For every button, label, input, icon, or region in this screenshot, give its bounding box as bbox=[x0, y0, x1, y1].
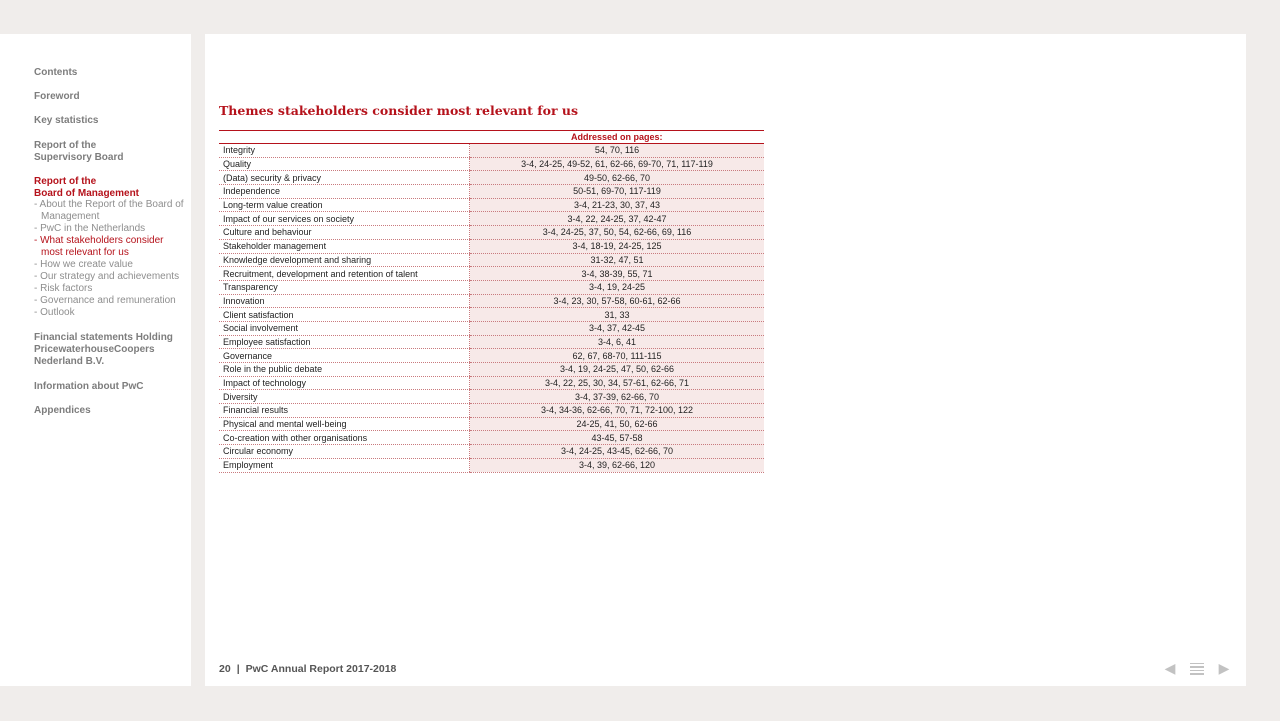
subnav-stakeholders-relevant[interactable]: - What stakeholders consider most relevant for us bbox=[34, 235, 164, 258]
table-row bbox=[219, 404, 764, 418]
subnav-outlook[interactable]: - Outlook bbox=[34, 307, 75, 318]
nav-report-board-of-management[interactable] bbox=[34, 176, 184, 200]
triangle-left-icon[interactable]: ◀ bbox=[1164, 660, 1176, 676]
theme-cell: Diversity bbox=[219, 390, 470, 404]
subnav-how-we-create-value[interactable]: - How we create value bbox=[34, 259, 133, 270]
nav-key-statistics[interactable]: Key statistics bbox=[34, 115, 99, 126]
table-row bbox=[219, 198, 764, 212]
theme-cell: Role in the public debate bbox=[219, 363, 470, 377]
table-row bbox=[219, 294, 764, 308]
nav-financial-line2: PricewaterhouseCoopers bbox=[34, 344, 155, 355]
themes-table-body bbox=[219, 144, 764, 473]
nav-management-line1: Report of the bbox=[34, 176, 97, 187]
footer-separator: | bbox=[236, 663, 240, 675]
theme-cell: Impact of technology bbox=[219, 376, 470, 390]
table-row bbox=[219, 445, 764, 459]
themes-table bbox=[219, 130, 764, 473]
theme-cell: Recruitment, development and retention of talent bbox=[219, 267, 470, 281]
theme-cell: Financial results bbox=[219, 404, 470, 418]
nav-management-line2: Board of Management bbox=[34, 188, 140, 199]
nav-appendices[interactable]: Appendices bbox=[34, 405, 91, 416]
pages-cell: 3-4, 18-19, 24-25, 125 bbox=[470, 239, 765, 253]
nav-contents[interactable]: Contents bbox=[34, 67, 78, 78]
theme-cell: Long-term value creation bbox=[219, 198, 470, 212]
triangle-right-icon[interactable]: ▶ bbox=[1218, 660, 1230, 676]
pages-cell: 31, 33 bbox=[470, 308, 765, 322]
pages-cell: 54, 70, 116 bbox=[470, 144, 765, 158]
table-row bbox=[219, 267, 764, 281]
pages-cell: 24-25, 41, 50, 62-66 bbox=[470, 417, 765, 431]
pages-cell: 62, 67, 68-70, 111-115 bbox=[470, 349, 765, 363]
pages-cell: 49-50, 62-66, 70 bbox=[470, 171, 765, 185]
theme-cell: Innovation bbox=[219, 294, 470, 308]
table-row bbox=[219, 226, 764, 240]
table-row bbox=[219, 363, 764, 377]
subnav-strategy-achievements[interactable]: - Our strategy and achievements bbox=[34, 271, 180, 282]
report-title: PwC Annual Report 2017-2018 bbox=[245, 663, 397, 675]
theme-cell: Circular economy bbox=[219, 445, 470, 459]
pages-cell: 50-51, 69-70, 117-119 bbox=[470, 185, 765, 199]
table-row bbox=[219, 157, 764, 171]
table-row bbox=[219, 144, 764, 158]
pages-cell: 3-4, 19, 24-25, 47, 50, 62-66 bbox=[470, 363, 765, 377]
page-title: Themes stakeholders consider most relevant for us bbox=[219, 103, 579, 118]
pages-cell: 3-4, 37-39, 62-66, 70 bbox=[470, 390, 765, 404]
theme-cell: (Data) security & privacy bbox=[219, 171, 470, 185]
theme-cell: Integrity bbox=[219, 144, 470, 158]
pages-cell: 3-4, 22, 25, 30, 34, 57-61, 62-66, 71 bbox=[470, 376, 765, 390]
theme-cell: Governance bbox=[219, 349, 470, 363]
pages-cell: 3-4, 19, 24-25 bbox=[470, 280, 765, 294]
theme-cell: Client satisfaction bbox=[219, 308, 470, 322]
pages-cell: 3-4, 39, 62-66, 120 bbox=[470, 458, 765, 472]
pages-cell: 3-4, 34-36, 62-66, 70, 71, 72-100, 122 bbox=[470, 404, 765, 418]
pages-cell: 3-4, 23, 30, 57-58, 60-61, 62-66 bbox=[470, 294, 765, 308]
subnav-board-of-management bbox=[34, 199, 184, 319]
table-row bbox=[219, 349, 764, 363]
pages-cell: 3-4, 38-39, 55, 71 bbox=[470, 267, 765, 281]
theme-cell: Impact of our services on society bbox=[219, 212, 470, 226]
table-row bbox=[219, 431, 764, 445]
pages-cell: 3-4, 24-25, 43-45, 62-66, 70 bbox=[470, 445, 765, 459]
table-row bbox=[219, 280, 764, 294]
theme-cell: Transparency bbox=[219, 280, 470, 294]
subnav-governance-remuneration[interactable]: - Governance and remuneration bbox=[34, 295, 176, 306]
nav-financial-statements[interactable] bbox=[34, 332, 184, 368]
table-row bbox=[219, 417, 764, 431]
report-page bbox=[205, 34, 1246, 686]
subnav-risk-factors[interactable]: - Risk factors bbox=[34, 283, 93, 294]
nav-financial-line1: Financial statements Holding bbox=[34, 332, 173, 343]
theme-cell: Stakeholder management bbox=[219, 239, 470, 253]
table-row bbox=[219, 376, 764, 390]
pages-cell: 31-32, 47, 51 bbox=[470, 253, 765, 267]
theme-cell: Employment bbox=[219, 458, 470, 472]
table-row bbox=[219, 239, 764, 253]
theme-cell: Employee satisfaction bbox=[219, 335, 470, 349]
pages-cell: 43-45, 57-58 bbox=[470, 431, 765, 445]
table-row bbox=[219, 335, 764, 349]
theme-cell: Culture and behaviour bbox=[219, 226, 470, 240]
pages-cell: 3-4, 24-25, 37, 50, 54, 62-66, 69, 116 bbox=[470, 226, 765, 240]
pages-column-header: Addressed on pages: bbox=[470, 131, 765, 144]
subnav-pwc-netherlands[interactable]: - PwC in the Netherlands bbox=[34, 223, 146, 234]
table-row bbox=[219, 321, 764, 335]
pages-cell: 3-4, 24-25, 49-52, 61, 62-66, 69-70, 71, 117-119 bbox=[470, 157, 765, 171]
table-row bbox=[219, 308, 764, 322]
theme-cell: Physical and mental well-being bbox=[219, 417, 470, 431]
page-footer bbox=[219, 663, 396, 675]
table-row bbox=[219, 185, 764, 199]
theme-cell: Independence bbox=[219, 185, 470, 199]
nav-foreword[interactable]: Foreword bbox=[34, 91, 80, 102]
theme-cell: Quality bbox=[219, 157, 470, 171]
sidebar-navigation bbox=[0, 34, 191, 686]
pages-cell: 3-4, 21-23, 30, 37, 43 bbox=[470, 198, 765, 212]
table-row bbox=[219, 212, 764, 226]
table-row bbox=[219, 390, 764, 404]
pages-cell: 3-4, 22, 24-25, 37, 42-47 bbox=[470, 212, 765, 226]
theme-cell: Knowledge development and sharing bbox=[219, 253, 470, 267]
nav-supervisory-line1: Report of the bbox=[34, 140, 97, 151]
theme-column-header bbox=[219, 131, 470, 144]
table-row bbox=[219, 458, 764, 472]
page-number: 20 bbox=[219, 663, 231, 675]
nav-financial-line3: Nederland B.V. bbox=[34, 356, 105, 367]
theme-cell: Social involvement bbox=[219, 321, 470, 335]
subnav-about-report[interactable]: - About the Report of the Board of Management bbox=[34, 199, 184, 222]
pages-cell: 3-4, 37, 42-45 bbox=[470, 321, 765, 335]
nav-report-supervisory-board[interactable] bbox=[34, 140, 184, 164]
table-row bbox=[219, 171, 764, 185]
theme-cell: Co-creation with other organisations bbox=[219, 431, 470, 445]
table-header-row bbox=[219, 131, 764, 144]
page-controls bbox=[1162, 660, 1232, 677]
nav-supervisory-line2: Supervisory Board bbox=[34, 152, 124, 163]
nav-information-about-pwc[interactable]: Information about PwC bbox=[34, 381, 144, 392]
pages-cell: 3-4, 6, 41 bbox=[470, 335, 765, 349]
table-row bbox=[219, 253, 764, 267]
list-icon[interactable] bbox=[1190, 663, 1204, 675]
